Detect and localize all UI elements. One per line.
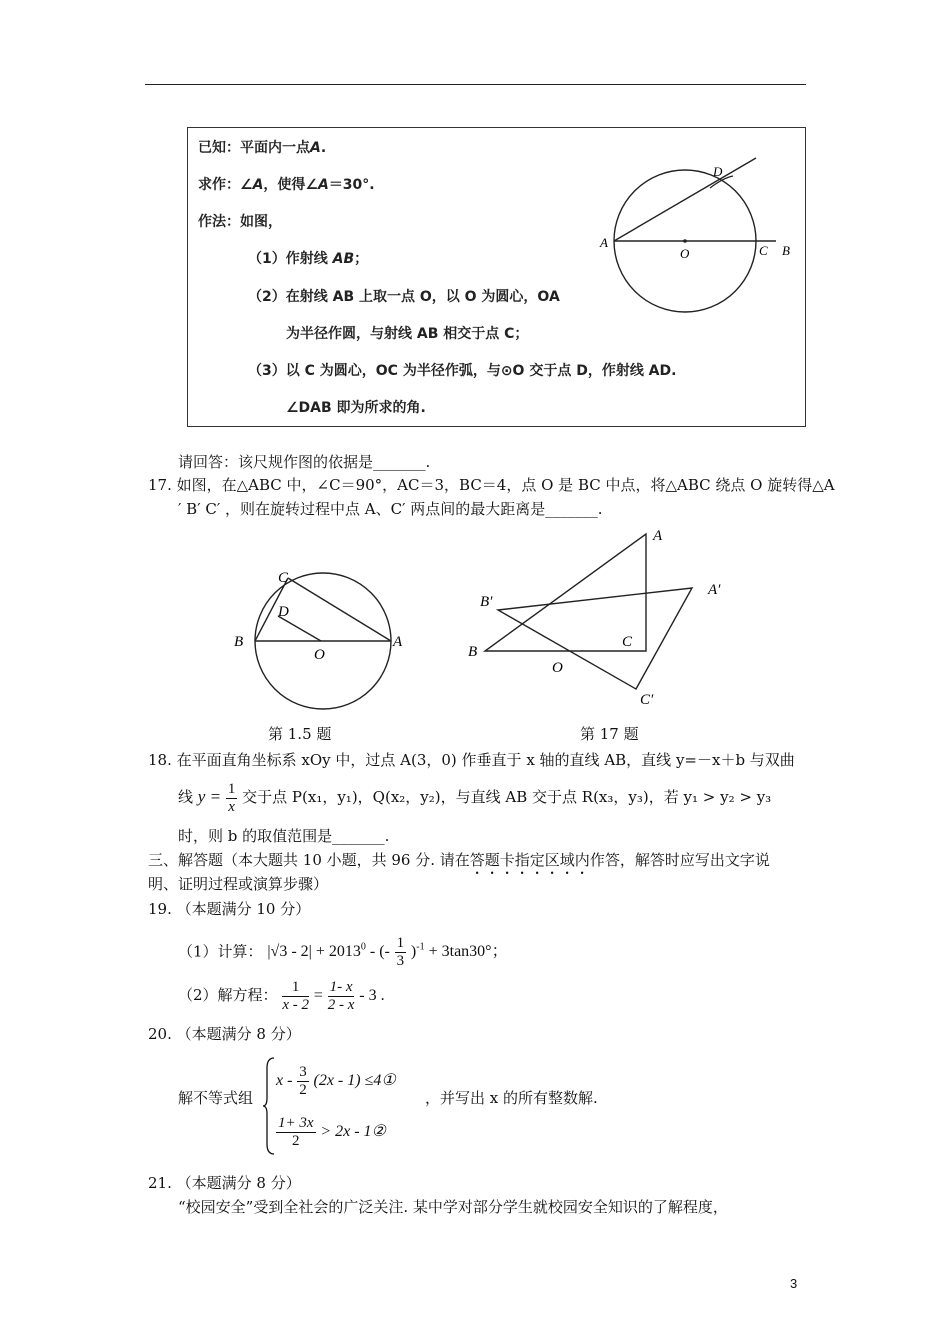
fig17-label-c-prime: C′ (640, 692, 654, 708)
construction-box (187, 127, 806, 427)
fig17-label-a: A (653, 528, 663, 544)
box-step1: （1）作射线 AB； (248, 251, 369, 267)
q20-tail: ，并写出 x 的所有整数解. (425, 1089, 598, 1107)
fig15-label-c: C (278, 570, 289, 586)
figure-17 (460, 522, 740, 712)
q19-head: 19. （本题满分 10 分） (148, 900, 311, 918)
box-method: 作法：如图， (198, 214, 282, 230)
box-construct: 求作：∠A，使得∠A＝30°. (198, 177, 375, 193)
system-brace (262, 1056, 276, 1156)
label-d: D (713, 164, 723, 179)
q18-line2: 线 y = $\frac{1}{x}$ 交于点 P(x₁，y₁)，Q(x₂，y₂)，与直线 AB 交于点 R(x₃，y₃)，若 y₁ > y₂ > y₃ (178, 780, 772, 815)
fig15-caption: 第 1.5 题 (268, 725, 332, 743)
q18-line1: 18. 在平面直角坐标系 xOy 中，过点 A(3，0) 作垂直于 x 轴的直线 AB，直线 y=－x＋b 与双曲 (148, 751, 795, 769)
q17-line1: 17. 如图，在△ABC 中，∠C＝90°，AC＝3，BC＝4，点 O 是 BC 中点，将△ABC 绕点 O 旋转得△A (148, 476, 835, 494)
label-o: O (680, 246, 690, 261)
q18-line3: 时，则 b 的取值范围是_______. (178, 827, 390, 845)
q21-line1: “校园安全”受到全社会的广泛关注. 某中学对部分学生就校园安全知识的了解程度， (178, 1198, 728, 1216)
q20-head: 20. （本题满分 8 分） (148, 1025, 301, 1043)
q21-head: 21. （本题满分 8 分） (148, 1174, 301, 1192)
box-step3b: ∠DAB 即为所求的角. (286, 400, 426, 416)
q20-inequality1: x - $\frac{3}{2}$ (2x - 1) ≤4① (276, 1063, 396, 1098)
label-c: C (759, 243, 768, 258)
fig17-triangle-abc-prime (498, 588, 692, 689)
fig15-label-o: O (314, 647, 325, 663)
q20-label: 解不等式组 (178, 1089, 254, 1107)
fig17-caption: 第 17 题 (580, 725, 639, 743)
box-step2b: 为半径作圆，与射线 AB 相交于点 C； (286, 326, 529, 342)
figure-1-5 (228, 566, 418, 716)
fig17-label-b-prime: B′ (480, 594, 493, 610)
fig17-label-b: B (468, 644, 478, 660)
box-step2a: （2）在射线 AB 上取一点 O，以 O 为圆心，OA (248, 289, 560, 305)
fig15-label-b: B (234, 634, 244, 650)
q20-inequality2: $\frac{1+ 3x}{2}$ > 2x - 1② (278, 1114, 386, 1149)
section3-line1: 三、解答题（本大题共 10 小题，共 96 分. 请在答题卡指定区域内作答，解答时应写出文字说 (148, 851, 770, 869)
box-step3a: （3）以 C 为圆心，OC 为半径作弧，与⊙O 交于点 D，作射线 AD. (248, 363, 677, 379)
fig17-label-c: C (622, 634, 633, 650)
construction-figure (598, 148, 798, 318)
q17-line2: ′ B′ C′ ，则在旋转过程中点 A、C′ 两点间的最大距离是_______. (178, 500, 603, 518)
fig15-label-a: A (393, 634, 403, 650)
page-number: 3 (790, 1276, 798, 1291)
label-a: A (600, 235, 608, 250)
label-b: B (782, 243, 790, 258)
section3-line2: 明、证明过程或演算步骤） (148, 875, 329, 893)
box-given: 已知：平面内一点A. (198, 140, 327, 156)
q19-part2: （2）解方程： $\frac{1}{x - 2}$ = $\frac{1- x}{2 - x}$ - 3 . (178, 978, 385, 1013)
point-o (683, 239, 687, 243)
header-rule (145, 84, 806, 85)
q19-part1: （1）计算： $|√3 - 2| + 2013^0$ - (- $\frac{1}{3}$ )$^{-1}$ + 3tan30°； (178, 934, 508, 969)
q16-answer-line: 请回答：该尺规作图的依据是_______. (178, 453, 431, 471)
fig17-label-o: O (552, 660, 563, 676)
fig15-label-d: D (278, 604, 289, 620)
fig17-label-a-prime: A′ (708, 582, 721, 598)
